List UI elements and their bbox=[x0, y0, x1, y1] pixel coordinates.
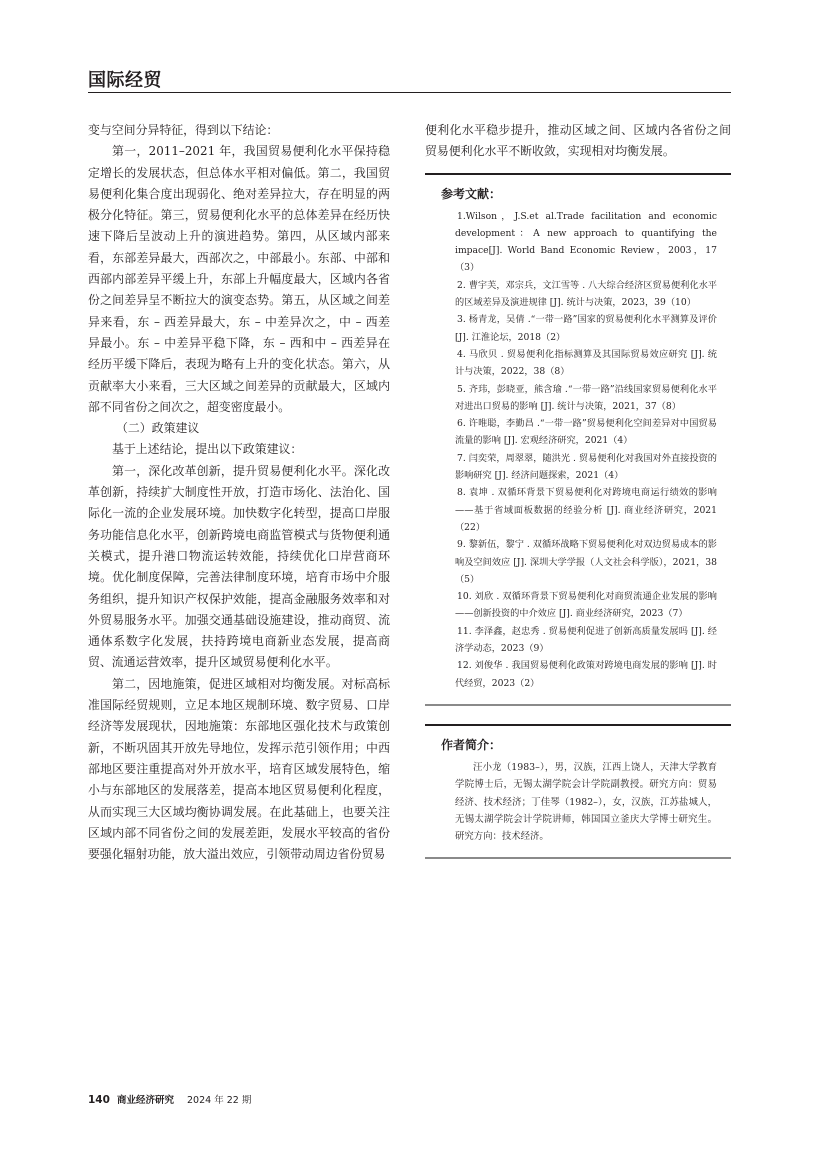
subsection-heading: （二）政策建议 bbox=[116, 421, 200, 436]
reference-item: 8. 袁坤 . 双循环背景下贸易便利化对跨境电商运行绩效的影响——基于省域面板数据的经验分析 [J]. 商业经济研究，2021（22） bbox=[455, 487, 717, 533]
reference-item: 2. 曹宇芙，邓宗兵，文江雪等 . 八大综合经济区贸易便利化水平的区域差异及演进规律 [J]. 统计与决策，2023，39（10） bbox=[455, 279, 717, 309]
section-title: 国际经贸 bbox=[88, 70, 162, 91]
author-bio-title: 作者简介： bbox=[441, 737, 502, 752]
author-bio-box bbox=[425, 724, 731, 859]
reference-item: 9. 黎新伍，黎宁 . 双循环战略下贸易便利化对双边贸易成本的影响及空间效应 [J]. 深圳大学学报（人文社会科学版），2021，38（5） bbox=[455, 539, 717, 585]
reference-item: 1.Wilson，J.S.et al.Trade facilitation and economic development：A new approach to quantifying the impace[J]. World Band Economic Review，2003，17（3） bbox=[455, 210, 717, 274]
reference-item: 12. 刘俊华 . 我国贸易便利化政策对跨境电商发展的影响 [J]. 时代经贸，2023（2） bbox=[455, 660, 717, 689]
author-bio-text: 汪小龙（1983–），男，汉族，江西上饶人，天津大学教育学院博士后，无锡太湖学院会计学院副教授。研究方向：贸易经济、技术经济；丁佳琴（1982–），女，汉族，江苏盐城人，无锡太湖学院会计学院讲师，韩国国立釜庆大学博士研究生。研究方向：技术经济。 bbox=[455, 761, 717, 843]
reference-item: 4. 马欣贝 . 贸易便利化指标测算及其国际贸易效应研究 [J]. 统计与决策，2022，38（8） bbox=[455, 348, 717, 378]
body-paragraph: 第二，因地施策，促进区域相对均衡发展。对标高标准国际经贸规则，立足本地区规制环境、数字贸易、口岸经济等发展现状，因地施策：东部地区强化技术与政策创新，不断巩固其开放先导地位，发挥示范引领作用；中西部地区要注重提高对外开放水平，培育区域发展特色，缩小与东部地区的发展落差，提高本地区贸易便利化程度，从而实现三大区域均衡协调发展。在此基础上，也要关注区域内部不同省份之间的发展差距，发展水平较高的省份要强化辐射功能，放大溢出效应，引领带动周边省份贸易 bbox=[88, 676, 390, 862]
left-column bbox=[88, 120, 390, 865]
page-footer bbox=[88, 1092, 251, 1106]
body-paragraph: 便利化水平稳步提升，推动区域之间、区域内各省份之间贸易便利化水平不断收敛，实现相对均衡发展。 bbox=[425, 123, 731, 159]
reference-item: 7. 闫奕荣，周翠翠，随洪光 . 贸易便利化对我国对外直接投资的影响研究 [J]. 经济问题探索，2021（4） bbox=[455, 452, 717, 482]
right-column bbox=[425, 120, 731, 859]
body-paragraph: 第一，2011–2021 年，我国贸易便利化水平保持稳定增长的发展状态，但总体水平相对偏低。第二，我国贸易便利化集合度出现弱化、绝对差异拉大，存在明显的两极分化特征。第三，贸易便利化水平的总体差异在经历快速下降后呈波动上升的演进趋势。第四，从区域内部来看，东部差异最大，西部次之，中部最小。东部、中部和西部内部差异平缓上升，东部上升幅度最大，区域内各省份之间差异呈不断拉大的演变态势。第五，从区域之间差异来看，东 – 西差异最大，东 – 中差异次之，中 – 西差异最小。东 – 中差异平稳下降，东 – 西和中 – 西差异在经历平缓下降后，表现为略有上升的变化状态。第六，从贡献率大小来看，三大区域之间差异的贡献最大，区域内部不同省份之间次之，超变密度最小。 bbox=[88, 144, 390, 414]
journal-name: 商业经济研究 bbox=[116, 1095, 174, 1106]
page-number: 140 bbox=[88, 1094, 110, 1106]
reference-item: 10. 刘欣 . 双循环背景下贸易便利化对商贸流通企业发展的影响——创新投资的中介效应 [J]. 商业经济研究，2023（7） bbox=[455, 591, 717, 620]
references-box bbox=[425, 173, 731, 706]
body-paragraph: 变与空间分异特征，得到以下结论： bbox=[88, 123, 279, 137]
issue-label: 2024 年 22 期 bbox=[187, 1095, 252, 1106]
body-paragraph: 第一，深化改革创新，提升贸易便利化水平。深化改革创新，持续扩大制度性开放，打造市场化、法治化、国际化一流的企业发展环境。加快数字化转型，提高口岸服务功能信息化水平，创新跨境电商监管模式与货物便利通关模式，提升港口物流运转效能，持续优化口岸营商环境。优化制度保障，完善法律制度环境，培育市场中介服务组织，提升知识产权保护效能，提高金融服务效率和对外贸易服务水平。加强交通基础设施建设，推动商贸、流通体系数字化发展，扶持跨境电商新业态发展，提高商贸、流通运营效率，提升区域贸易便利化水平。 bbox=[88, 463, 390, 670]
header-rule bbox=[88, 92, 731, 93]
reference-item: 3. 杨青龙，吴倩 .“一带一路”国家的贸易便利化水平测算及评价 [J]. 江淮论坛，2018（2） bbox=[455, 314, 717, 343]
reference-item: 6. 许唯聪，李勤昌 .“一带一路”贸易便利化空间差异对中国贸易流量的影响 [J]. 宏观经济研究，2021（4） bbox=[455, 418, 717, 447]
reference-item: 5. 齐玮，彭晓亚，熊含瑜 .“一带一路”沿线国家贸易便利化水平对进出口贸易的影响 [J]. 统计与决策，2021，37（8） bbox=[455, 383, 717, 412]
reference-item: 11. 李泽鑫，赵忠秀 . 贸易便利促进了创新高质量发展吗 [J]. 经济学动态，2023（9） bbox=[455, 625, 717, 655]
references-title: 参考文献： bbox=[441, 186, 502, 201]
body-paragraph: 基于上述结论，提出以下政策建议： bbox=[112, 442, 303, 457]
